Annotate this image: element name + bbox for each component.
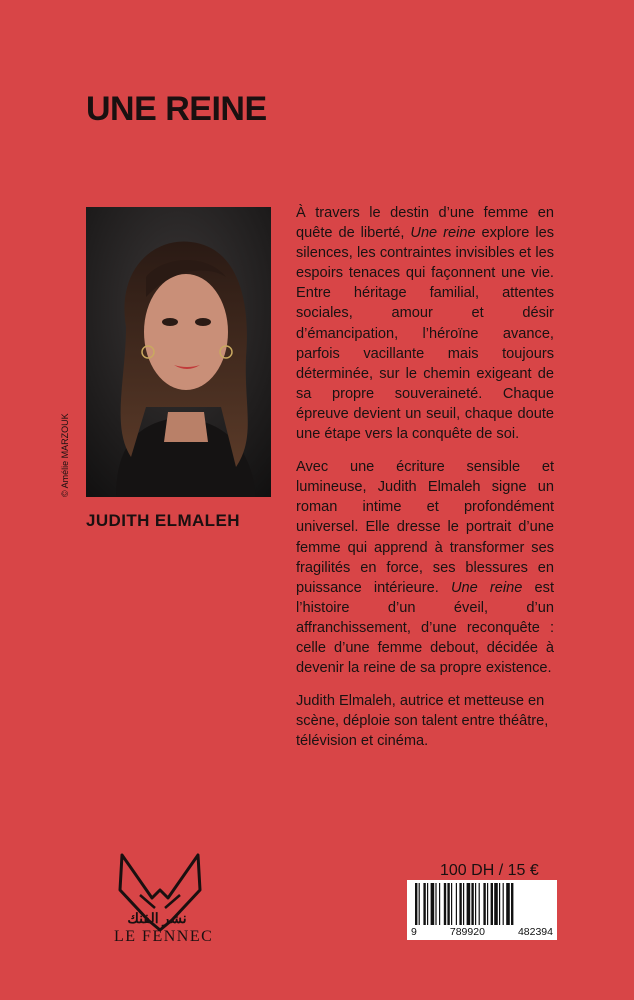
isbn-group-2: 482394: [517, 926, 553, 938]
photo-credit: © Amélie MARZOUK: [60, 413, 70, 497]
publisher-name: LE FENNEC: [114, 928, 214, 945]
isbn-first-digit: 9: [411, 926, 417, 938]
blurb-paragraph-3: Judith Elmaleh, autrice et metteuse en scène, déploie son talent entre théâtre, télévision et cinéma.: [296, 693, 549, 750]
blurb-paragraph-2: Avec une écriture sensible et lumineuse, Judith Elmaleh signe un roman intime et profondément universel. Elle dresse le portrait d’une femme qui apprend à transformer ses fragilités en force, ses blessures en puissance intérieure. Une reine est l’histoire d’un éveil, d’un affranchissement, d’une reconquête : celle d’une femme debout, décidée à devenir la reine de sa propre existence.: [296, 459, 554, 677]
isbn-group-1: 789920: [449, 926, 485, 938]
back-cover-blurb: [296, 203, 554, 764]
price: 100 DH / 15 €: [440, 862, 539, 879]
author-photo: [86, 207, 271, 497]
isbn-number: [409, 926, 555, 939]
book-title: UNE REINE: [86, 90, 267, 128]
publisher-arabic-name: نشر الفنك: [127, 910, 187, 926]
author-name: JUDITH ELMALEH: [86, 511, 240, 530]
blurb-paragraph-1: À travers le destin d’une femme en quête de liberté, Une reine explore les silences, les contraintes invisibles et les espoirs tenaces qui façonnent une vie. Entre héritage familial, attentes sociales, amour et désir d’émancipation, l’héroïne avance, parfois vacillante mais toujours déterminée, sur le chemin exigeant de sa propre souveraineté. Chaque épreuve devient un seuil, chaque doute une étape vers la conquête de soi.: [296, 205, 554, 443]
